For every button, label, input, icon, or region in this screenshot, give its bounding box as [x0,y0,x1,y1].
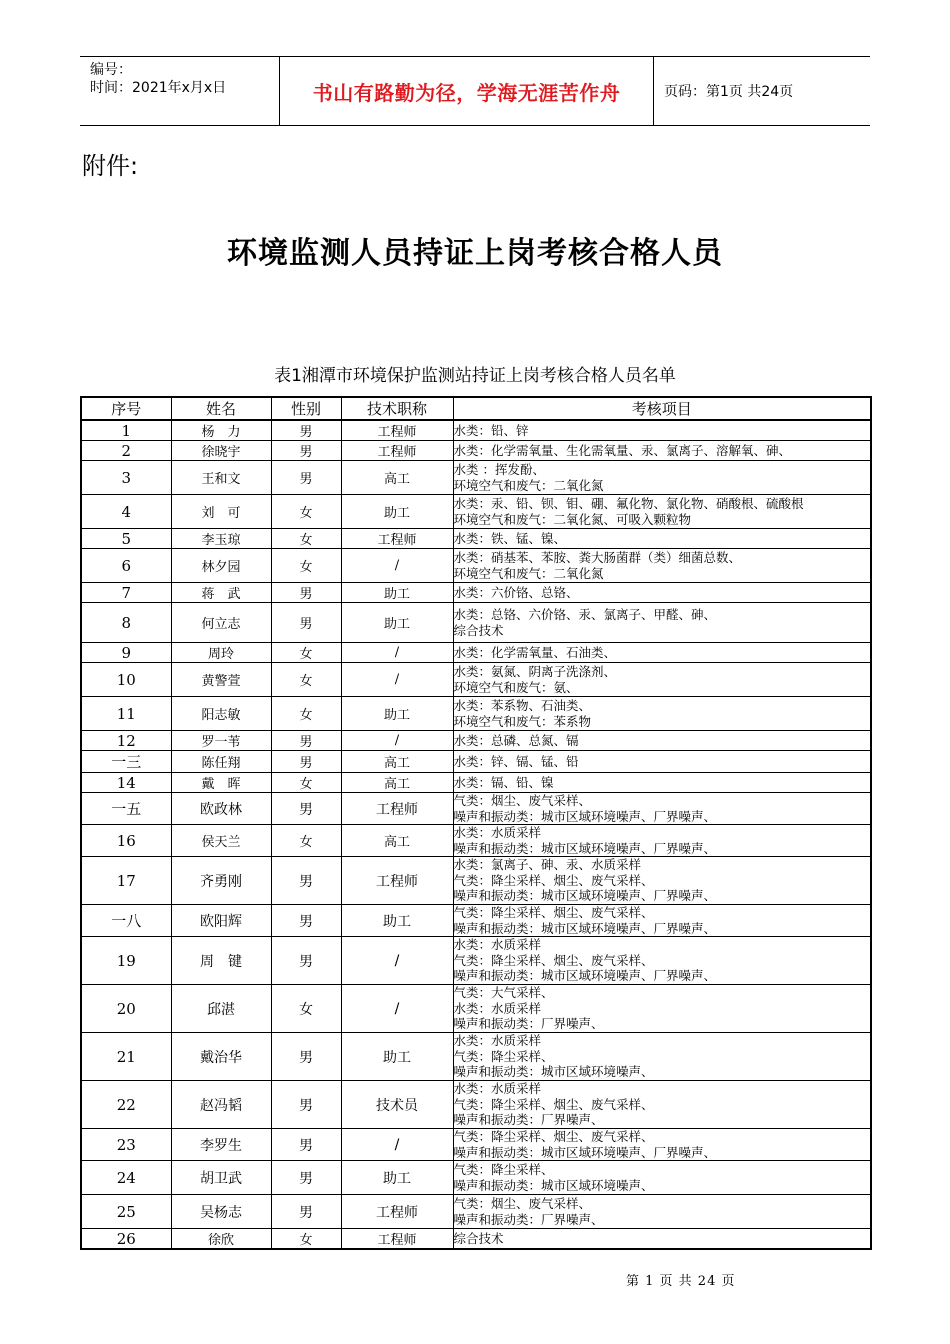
cell-gender: 男 [271,731,341,751]
table-row [81,1033,871,1081]
item-line: 气类：降尘采样、烟尘、废气采样、 [453,952,654,968]
cell-name: 王和文 [171,461,271,495]
item-line: 噪声和振动类：城市区域环境噪声、 [453,1064,654,1080]
item-line: 气类：烟尘、废气采样、 [453,1196,592,1211]
cell-items [453,495,871,529]
cell-gender: 男 [271,441,341,461]
table-header-row [81,397,871,420]
item-line: 气类：烟尘、废气采样、 [453,793,592,808]
table-row [81,905,871,937]
cell-gender: 女 [271,825,341,857]
cell-gender: 女 [271,1229,341,1250]
cell-name: 杨 力 [171,420,271,441]
cell-name: 蒋 武 [171,583,271,603]
item-line: 噪声和振动类：城市区域环境噪声、 [453,1177,654,1193]
item-line: 气类：大气采样、 [453,985,554,1001]
cell-no: 10 [81,663,171,697]
table-row [81,937,871,985]
cell-no: 一八 [81,905,171,937]
cell-title: / [341,549,453,583]
cell-gender: 女 [271,643,341,663]
item-line: 水类：水质采样 [453,1000,542,1016]
cell-name: 阳志敏 [171,697,271,731]
col-header-items: 考核项目 [453,397,871,420]
cell-items [453,697,871,731]
cell-items [453,461,871,495]
cell-title: 助工 [341,583,453,603]
cell-no: 22 [81,1081,171,1129]
cell-name: 邱湛 [171,985,271,1033]
cell-title: / [341,663,453,697]
cell-name: 戴 晖 [171,773,271,793]
cell-title: 技术员 [341,1081,453,1129]
table-row [81,1195,871,1229]
item-line: 噪声和振动类：城市区域环境噪声、厂界噪声、 [453,1144,717,1160]
cell-name: 戴治华 [171,1033,271,1081]
item-line: 环境空气和废气：苯系物 [453,713,592,729]
table-row [81,420,871,441]
col-header-title: 技术职称 [341,397,453,420]
item-line: 水类：铅、锌 [453,422,529,438]
cell-no: 9 [81,643,171,663]
cell-gender: 男 [271,857,341,905]
item-line: 气类：降尘采样、烟尘、废气采样、 [453,1129,654,1144]
cell-name: 胡卫武 [171,1161,271,1195]
item-line: 噪声和振动类：厂界噪声、 [453,1016,604,1032]
cell-gender: 男 [271,937,341,985]
cell-title: / [341,937,453,985]
cell-items [453,857,871,905]
item-line: 噪声和振动类：城市区域环境噪声、厂界噪声、 [453,968,717,984]
cell-no: 4 [81,495,171,529]
item-line: 水类：总铬、六价铬、汞、氯离子、甲醛、砷、 [453,607,717,622]
roster-table [80,396,872,1250]
table-title: 表1湘潭市环境保护监测站持证上岗考核合格人员名单 [274,366,676,386]
cell-no: 21 [81,1033,171,1081]
cell-items [453,1229,871,1250]
table-row [81,731,871,751]
cell-gender: 男 [271,603,341,643]
cell-items [453,1195,871,1229]
cell-name: 徐晓宇 [171,441,271,461]
cell-items [453,529,871,549]
cell-name: 黄警萱 [171,663,271,697]
cell-no: 12 [81,731,171,751]
col-header-name: 姓名 [171,397,271,420]
cell-items [453,825,871,857]
cell-name: 林夕园 [171,549,271,583]
cell-items [453,603,871,643]
table-row [81,603,871,643]
cell-title: 工程师 [341,420,453,441]
cell-title: 高工 [341,773,453,793]
table-row [81,549,871,583]
cell-no: 24 [81,1161,171,1195]
cell-gender: 男 [271,1129,341,1161]
cell-title: 工程师 [341,1195,453,1229]
cell-title: 高工 [341,751,453,773]
table-row [81,1229,871,1250]
cell-items [453,643,871,663]
cell-no: 25 [81,1195,171,1229]
serial-label: 编号： [90,62,132,78]
cell-no: 3 [81,461,171,495]
cell-title: 助工 [341,697,453,731]
cell-no: 17 [81,857,171,905]
item-line: 水类：氨氮、阴离子洗涤剂、 [453,664,617,679]
item-line: 综合技术 [453,622,504,638]
cell-items [453,985,871,1033]
item-line: 水类：硝基苯、苯胺、粪大肠菌群（类）细菌总数、 [453,550,742,565]
item-line: 水类：水质采样 [453,937,542,953]
cell-no: 6 [81,549,171,583]
item-line: 噪声和振动类：城市区域环境噪声、厂界噪声、 [453,840,717,856]
cell-no: 20 [81,985,171,1033]
cell-items [453,663,871,697]
item-line: 水类：苯系物、石油类、 [453,698,592,713]
table-row [81,1081,871,1129]
cell-no: 16 [81,825,171,857]
item-line: 水类：总磷、总氮、镉 [453,732,579,748]
item-line: 水类：水质采样 [453,1081,542,1097]
cell-name: 陈任翔 [171,751,271,773]
cell-gender: 女 [271,985,341,1033]
cell-title: 工程师 [341,857,453,905]
cell-no: 23 [81,1129,171,1161]
header-meta [80,57,280,125]
page-title: 环境监测人员持证上岗考核合格人员 [227,236,723,271]
cell-name: 罗一苇 [171,731,271,751]
cell-name: 吴杨志 [171,1195,271,1229]
cell-no: 8 [81,603,171,643]
col-header-no: 序号 [81,397,171,420]
table-row [81,441,871,461]
cell-title: 助工 [341,495,453,529]
cell-gender: 男 [271,461,341,495]
item-line: 水类：镉、铅、镍 [453,774,554,790]
item-line: 噪声和振动类：城市区域环境噪声、厂界噪声、 [453,920,717,936]
item-line: 气类：降尘采样、 [453,1162,554,1177]
cell-no: 26 [81,1229,171,1250]
header-motto: 书山有路勤为径，学海无涯苦作舟 [280,57,654,125]
item-line: 气类：降尘采样、烟尘、废气采样、 [453,872,654,888]
table-row [81,793,871,825]
cell-title: 工程师 [341,1229,453,1250]
cell-title: 助工 [341,1033,453,1081]
cell-items [453,1129,871,1161]
cell-name: 欧阳辉 [171,905,271,937]
cell-no: 7 [81,583,171,603]
cell-gender: 女 [271,549,341,583]
table-row [81,663,871,697]
cell-title: / [341,731,453,751]
cell-items [453,793,871,825]
item-line: 气类：降尘采样、烟尘、废气采样、 [453,1096,654,1112]
cell-title: / [341,1129,453,1161]
cell-no: 2 [81,441,171,461]
cell-gender: 男 [271,1033,341,1081]
cell-gender: 男 [271,905,341,937]
cell-gender: 女 [271,697,341,731]
cell-items [453,1081,871,1129]
table-row [81,643,871,663]
cell-name: 赵冯韬 [171,1081,271,1129]
table-row [81,697,871,731]
cell-title: 助工 [341,1161,453,1195]
table-row [81,529,871,549]
cell-no: 11 [81,697,171,731]
item-line: 水类：化学需氧量、石油类、 [453,644,617,660]
item-line: 水类：六价铬、总铬、 [453,584,579,600]
cell-title: 助工 [341,603,453,643]
table-row [81,985,871,1033]
cell-gender: 女 [271,773,341,793]
cell-no: 一三 [81,751,171,773]
cell-no: 19 [81,937,171,985]
table-row [81,857,871,905]
item-line: 环境空气和废气：二氧化氮、可吸入颗粒物 [453,511,692,527]
time-label: 时间：2021年x月x日 [90,80,227,96]
item-line: 噪声和振动类：城市区域环境噪声、厂界噪声、 [453,808,717,824]
item-line: 水类：锌、镉、锰、铅 [453,753,579,769]
cell-title: 工程师 [341,529,453,549]
cell-no: 一五 [81,793,171,825]
cell-gender: 男 [271,583,341,603]
cell-title: 助工 [341,905,453,937]
item-line: 气类：降尘采样、烟尘、废气采样、 [453,905,654,920]
item-line: 综合技术 [453,1230,504,1246]
cell-items [453,1033,871,1081]
item-line: 水类：化学需氧量、生化需氧量、汞、氯离子、溶解氧、砷、 [453,442,792,458]
cell-title: / [341,985,453,1033]
cell-items [453,441,871,461]
cell-name: 周玲 [171,643,271,663]
item-line: 环境空气和废气：氨、 [453,679,579,695]
cell-title: 工程师 [341,793,453,825]
cell-gender: 女 [271,495,341,529]
cell-name: 欧政林 [171,793,271,825]
cell-no: 5 [81,529,171,549]
cell-title: 工程师 [341,441,453,461]
item-line: 噪声和振动类：厂界噪声、 [453,1112,604,1128]
cell-items [453,1161,871,1195]
cell-title: 高工 [341,461,453,495]
item-line: 环境空气和废气：二氧化氮 [453,565,604,581]
cell-no: 14 [81,773,171,793]
table-row [81,751,871,773]
item-line: 气类：降尘采样、 [453,1048,554,1064]
cell-name: 周 键 [171,937,271,985]
cell-no: 1 [81,420,171,441]
cell-items [453,549,871,583]
table-row [81,1161,871,1195]
cell-gender: 女 [271,663,341,697]
header-page-code: 页码：第1页 共24页 [664,84,794,100]
item-line: 环境空气和废气：二氧化氮 [453,477,604,493]
item-line: 水类 ：挥发酚、 [453,462,545,477]
item-line: 水类：水质采样 [453,825,542,840]
item-line: 水类：水质采样 [453,1033,542,1049]
cell-name: 李玉琼 [171,529,271,549]
table-row [81,583,871,603]
cell-gender: 男 [271,793,341,825]
cell-title: / [341,643,453,663]
cell-gender: 男 [271,751,341,773]
cell-items [453,583,871,603]
cell-name: 李罗生 [171,1129,271,1161]
item-line: 噪声和振动类：城市区域环境噪声、厂界噪声、 [453,888,717,904]
table-row [81,1129,871,1161]
cell-items [453,937,871,985]
item-line: 噪声和振动类：厂界噪声、 [453,1211,604,1227]
item-line: 水类：汞、铅、钡、钼、硼、氟化物、氯化物、硝酸根、硫酸根 [453,496,804,511]
table-row [81,461,871,495]
col-header-gender: 性别 [271,397,341,420]
cell-items [453,731,871,751]
cell-items [453,905,871,937]
table-row [81,495,871,529]
item-line: 水类：氯离子、砷、汞、水质采样 [453,857,642,873]
cell-name: 刘 可 [171,495,271,529]
cell-gender: 男 [271,1161,341,1195]
cell-gender: 女 [271,529,341,549]
table-body [81,420,871,1249]
table-row [81,825,871,857]
cell-name: 侯天兰 [171,825,271,857]
cell-name: 何立志 [171,603,271,643]
attachment-label: 附件: [82,152,139,180]
cell-gender: 男 [271,1081,341,1129]
cell-gender: 男 [271,1195,341,1229]
document-header [80,56,870,126]
cell-title: 高工 [341,825,453,857]
item-line: 水类：铁、锰、镍、 [453,530,567,546]
cell-gender: 男 [271,420,341,441]
table-row [81,773,871,793]
page-footer: 第 1 页 共 24 页 [626,1274,736,1289]
cell-items [453,751,871,773]
cell-name: 齐勇刚 [171,857,271,905]
cell-items [453,420,871,441]
cell-name: 徐欣 [171,1229,271,1250]
cell-items [453,773,871,793]
